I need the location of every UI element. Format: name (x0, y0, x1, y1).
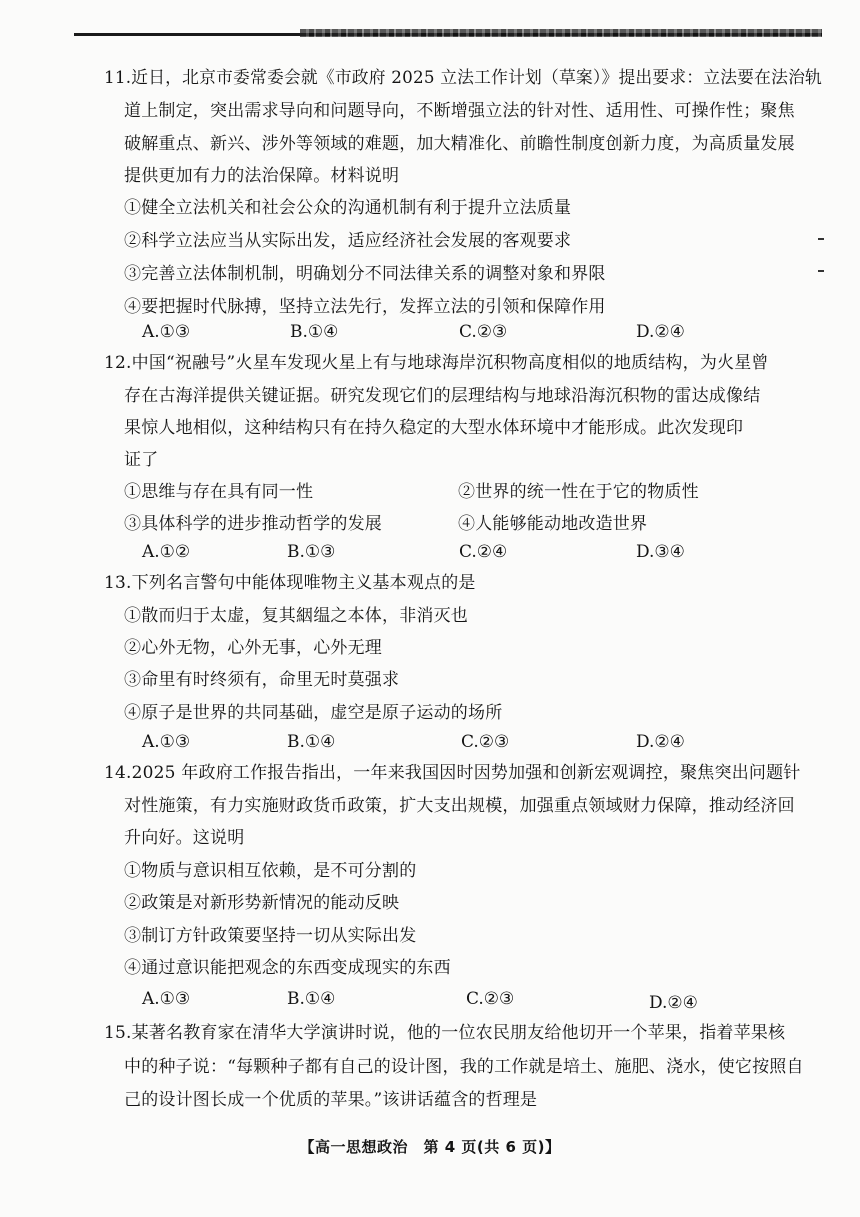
option-d: D.②④ (636, 732, 685, 752)
statement: ②心外无物，心外无事，心外无理 (124, 638, 382, 658)
question-text: 15.某著名教育家在清华大学演讲时说，他的一位农民朋友给他切开一个苹果，指着苹果核 (104, 1023, 786, 1043)
option-a: A.①③ (142, 322, 191, 342)
page-footer: 【高一思想政治 第 4 页(共 6 页)】 (299, 1138, 561, 1156)
statement: ②政策是对新形势新情况的能动反映 (124, 893, 400, 913)
question-text: 12.中国“祝融号”火星车发现火星上有与地球海岸沉积物高度相似的地质结构，为火星曾 (104, 353, 769, 373)
option-b: B.①④ (290, 322, 339, 342)
question-text: 14.2025 年政府工作报告指出，一年来我国因时因势加强和创新宏观调控，聚焦突出问题针 (104, 763, 801, 783)
question-text: 11.近日，北京市委常委会就《市政府 2025 立法工作计划（草案）》提出要求：立法要在法治轨 (104, 68, 823, 88)
option-d: D.③④ (636, 542, 685, 562)
statement: ③制订方针政策要坚持一切从实际出发 (124, 926, 417, 946)
question-text: 13.下列名言警句中能体现唯物主义基本观点的是 (104, 573, 476, 593)
statement: ③具体科学的进步推动哲学的发展 (124, 514, 382, 534)
option-d: D.②④ (636, 322, 685, 342)
question-text: 果惊人地相似，这种结构只有在持久稳定的大型水体环境中才能形成。此次发现印 (124, 418, 744, 438)
scan-edge-mark (300, 29, 822, 37)
statement: ①物质与意识相互依赖，是不可分割的 (124, 861, 417, 881)
option-b: B.①③ (287, 542, 336, 562)
statement: ④原子是世界的共同基础，虚空是原子运动的场所 (124, 703, 503, 723)
option-d: D.②④ (649, 993, 698, 1013)
statement: ①散而归于太虚，复其絪缊之本体，非消灭也 (124, 606, 468, 626)
statement: ④人能够能动地改造世界 (458, 514, 648, 534)
statement: ③完善立法体制机制，明确划分不同法律关系的调整对象和界限 (124, 264, 606, 284)
question-text: 升向好。这说明 (124, 828, 245, 848)
statement: ②科学立法应当从实际出发，适应经济社会发展的客观要求 (124, 231, 572, 251)
option-a: A.①③ (142, 732, 191, 752)
statement: ①思维与存在具有同一性 (124, 482, 314, 502)
question-text: 中的种子说：“每颗种子都有自己的设计图，我的工作就是培土、施肥、浇水，使它按照自 (124, 1057, 804, 1077)
option-c: C.②③ (459, 322, 508, 342)
question-text: 己的设计图长成一个优质的苹果。”该讲话蕴含的哲理是 (124, 1090, 538, 1110)
statement: ③命里有时终须有，命里无时莫强求 (124, 670, 400, 690)
question-text: 提供更加有力的法治保障。材料说明 (124, 166, 400, 186)
question-text: 对性施策，有力实施财政货币政策，扩大支出规模，加强重点领域财力保障，推动经济回 (124, 796, 795, 816)
statement: ④通过意识能把观念的东西变成现实的东西 (124, 958, 451, 978)
option-c: C.②④ (459, 542, 508, 562)
statement: ④要把握时代脉搏，坚持立法先行，发挥立法的引领和保障作用 (124, 297, 606, 317)
statement: ①健全立法机关和社会公众的沟通机制有利于提升立法质量 (124, 198, 572, 218)
scan-edge-mark (818, 238, 824, 240)
option-a: A.①③ (142, 989, 191, 1009)
question-text: 破解重点、新兴、涉外等领域的难题，加大精准化、前瞻性制度创新力度，为高质量发展 (124, 134, 795, 154)
option-b: B.①④ (287, 989, 336, 1009)
scan-edge-mark (818, 270, 824, 272)
question-text: 证了 (124, 450, 159, 470)
option-c: C.②③ (461, 732, 510, 752)
statement: ②世界的统一性在于它的物质性 (458, 482, 699, 502)
question-text: 存在古海洋提供关键证据。研究发现它们的层理结构与地球沿海沉积物的雷达成像结 (124, 386, 761, 406)
option-c: C.②③ (466, 989, 515, 1009)
question-text: 道上制定，突出需求导向和问题导向，不断增强立法的针对性、适用性、可操作性；聚焦 (124, 101, 795, 121)
option-a: A.①② (142, 542, 191, 562)
option-b: B.①④ (287, 732, 336, 752)
